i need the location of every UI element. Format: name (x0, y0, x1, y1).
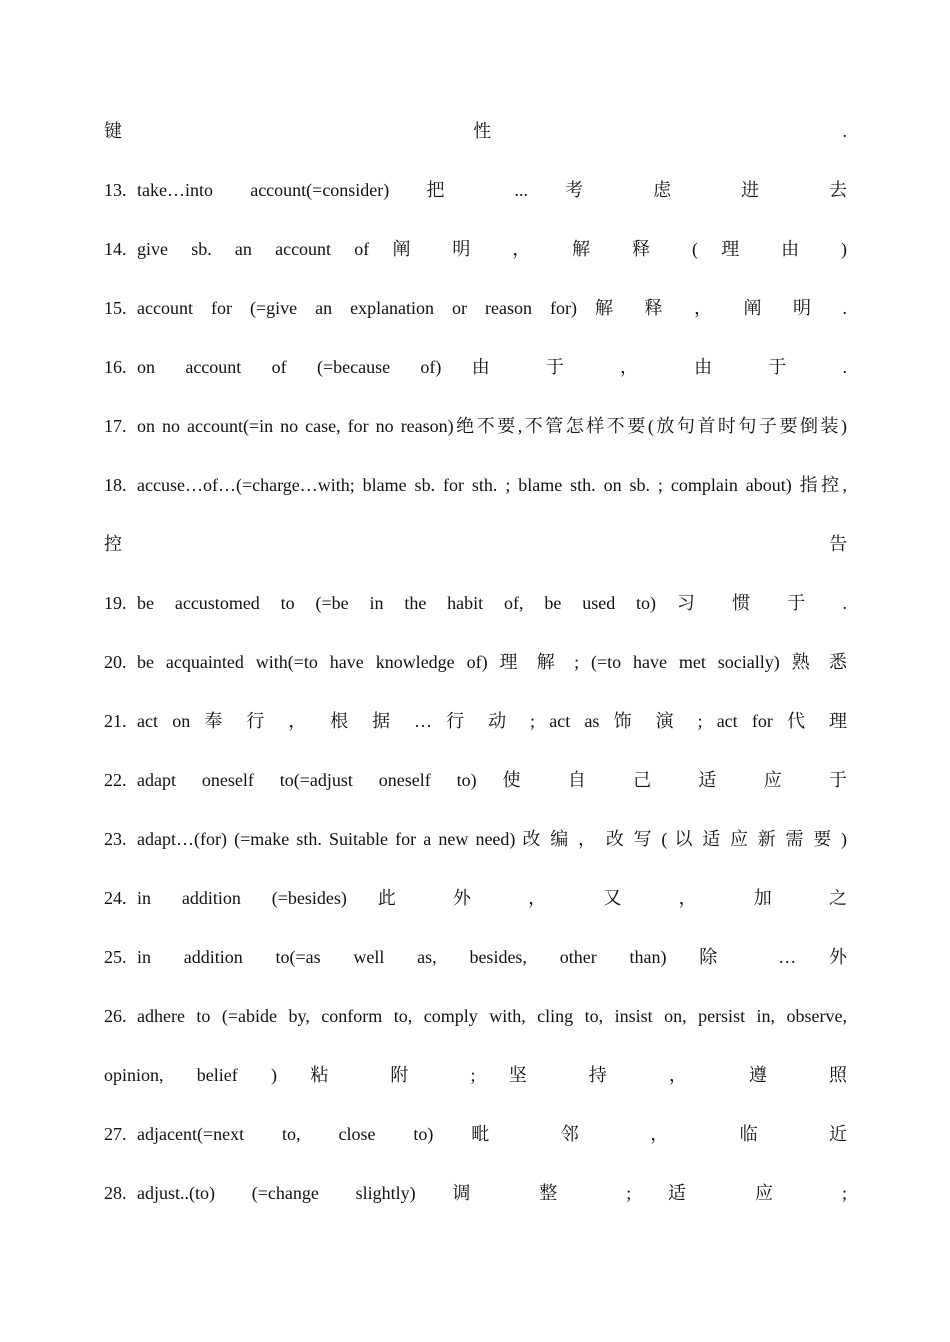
item-number: 14. (104, 239, 127, 259)
text-line (104, 525, 847, 584)
line-text: adjacent(=next to, close to) 毗 邻 ， 临 近 (137, 1124, 847, 1144)
text-line (104, 1115, 847, 1174)
item-number: 28. (104, 1183, 127, 1203)
item-number: 19. (104, 593, 127, 613)
line-text: in addition (=besides) 此 外 ， 又 ， 加 之 (137, 888, 847, 908)
text-line (104, 997, 847, 1056)
line-text: take…into account(=consider) 把 ... 考 虑 进 去 (137, 180, 847, 200)
item-number: 24. (104, 888, 127, 908)
text-line (104, 289, 847, 348)
text-line (104, 879, 847, 938)
line-text: in addition to(=as well as, besides, other than) 除 … 外 (137, 947, 847, 967)
item-number: 25. (104, 947, 127, 967)
text-line (104, 407, 847, 466)
line-text: 键 性 . (104, 121, 847, 141)
line-text: adapt oneself to(=adjust oneself to) 使 自 己 适 应 于 (137, 770, 847, 790)
line-text: be accustomed to (=be in the habit of, be used to) 习 惯 于 . (137, 593, 847, 613)
text-line (104, 466, 847, 525)
line-text: be acquainted with(=to have knowledge of) 理 解 ; (=to have met socially) 熟 悉 (137, 652, 847, 672)
text-line (104, 643, 847, 702)
item-number: 13. (104, 180, 127, 200)
item-number: 20. (104, 652, 127, 672)
line-text: accuse…of…(=charge…with; blame sb. for sth. ; blame sth. on sb. ; complain about) 指控, (137, 475, 847, 495)
line-text: adjust..(to) (=change slightly) 调 整 ; 适 应 ; (137, 1183, 847, 1203)
line-text: give sb. an account of 阐 明 ， 解 释 ( 理 由 ) (137, 239, 847, 259)
line-text: opinion, belief ) 粘 附 ; 坚 持 ， 遵 照 (104, 1065, 847, 1085)
item-number: 16. (104, 357, 127, 377)
line-text: 控 告 (104, 534, 847, 554)
item-number: 15. (104, 298, 127, 318)
text-line (104, 584, 847, 643)
text-line (104, 230, 847, 289)
text-line (104, 171, 847, 230)
document-page (104, 112, 847, 1233)
item-number: 27. (104, 1124, 127, 1144)
line-text: account for (=give an explanation or reason for) 解 释 ， 阐 明 . (137, 298, 847, 318)
line-text: adapt…(for) (=make sth. Suitable for a new need) 改 编 ， 改 写 ( 以 适 应 新 需 要 ) (137, 829, 847, 849)
item-number: 22. (104, 770, 127, 790)
text-line (104, 761, 847, 820)
line-text: act on 奉 行 ， 根 据 … 行 动 ; act as 饰 演 ; act for 代 理 (137, 711, 847, 731)
text-line (104, 1056, 847, 1115)
text-line (104, 1174, 847, 1233)
item-number: 26. (104, 1006, 127, 1026)
item-number: 23. (104, 829, 127, 849)
item-number: 18. (104, 475, 127, 495)
text-line (104, 820, 847, 879)
text-line (104, 112, 847, 171)
text-line (104, 938, 847, 997)
line-text: on no account(=in no case, for no reason)绝不要,不管怎样不要(放句首时句子要倒装) (137, 416, 847, 436)
item-number: 17. (104, 416, 127, 436)
text-line (104, 348, 847, 407)
text-line (104, 702, 847, 761)
line-text: on account of (=because of) 由 于 ， 由 于 . (137, 357, 847, 377)
line-text: adhere to (=abide by, conform to, comply with, cling to, insist on, persist in, observe, (137, 1006, 847, 1026)
item-number: 21. (104, 711, 127, 731)
